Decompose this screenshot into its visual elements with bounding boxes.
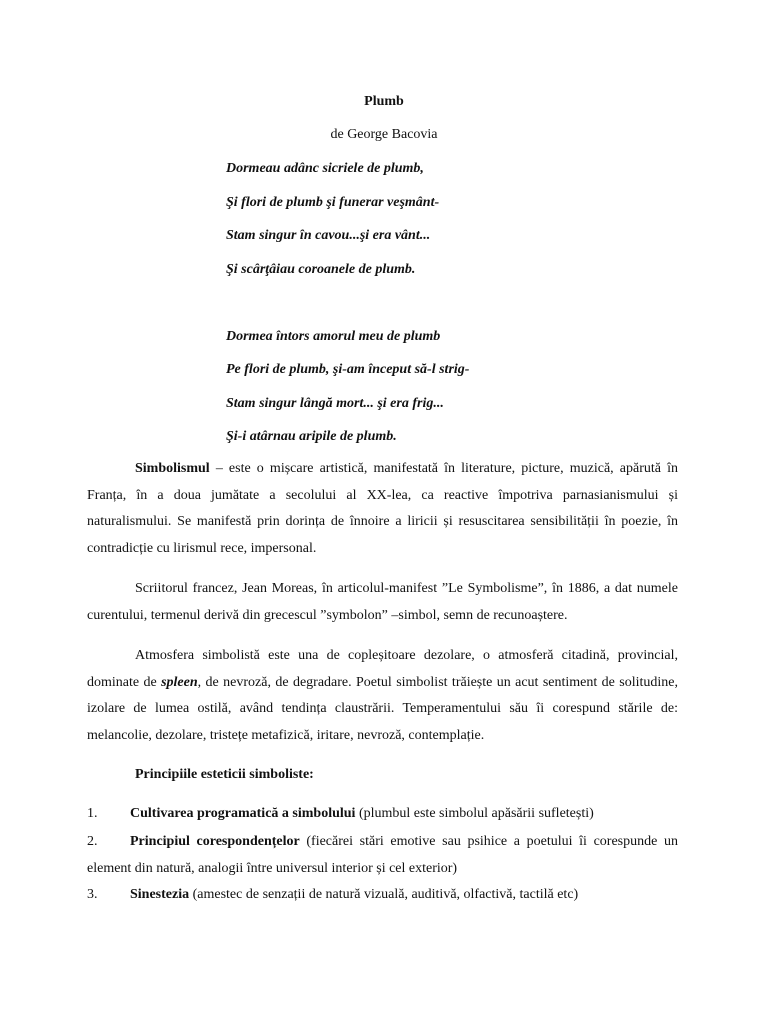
poem-author: de George Bacovia: [330, 127, 438, 142]
verse-line: Şi scârţâiau coroanele de plumb.: [226, 262, 416, 277]
paragraph-moreas: Scriitorul francez, Jean Moreas, în articolul-manifest ”Le Symbolisme”, în 1886, a dat numele curentului, termenul derivă din grecescul ”symbolon” –simbol, semn de recunoaștere.: [87, 581, 678, 623]
verse-line: Şi flori de plumb şi funerar veşmânt-: [226, 195, 440, 210]
paragraph-text: Atmosfera simbolistă este una de copleșitoare dezolare, o atmosferă citadină, provincial, dominate de: [87, 648, 678, 690]
verse-line: Şi-i atârnau aripile de plumb.: [226, 429, 397, 444]
list-term: Cultivarea programatică a simbolului: [130, 806, 356, 821]
verse-line: Dormea întors amorul meu de plumb: [226, 329, 441, 344]
list-text: (fiecărei stări emotive sau psihice a poetului îi corespunde un element din natură, analogii între universul interior și cel exterior): [87, 834, 678, 876]
paragraph-text: , de nevroză, de degradare. Poetul simbolist trăiește un acut sentiment de solitudine, izolare de lumea ostilă, având tendința claustrării. Temperamentului său îi corespund stările de: melancolie, dezolare, tristețe metafizică, iritare, nevroză, contemplație.: [87, 674, 678, 743]
paragraph-simbolismul: [87, 456, 678, 562]
list-number: 1.: [87, 806, 98, 821]
list-text: (amestec de senzații de natură vizuală, auditivă, olfactivă, tactilă etc): [189, 887, 579, 902]
poem-title: Plumb: [364, 94, 404, 109]
term-simbolismul: Simbolismul: [135, 461, 210, 476]
list-number: 2.: [87, 834, 98, 849]
list-item: [87, 801, 678, 828]
verse-line: Dormeau adânc sicriele de plumb,: [226, 161, 424, 176]
list-text: (plumbul este simbolul apăsării sufletești): [355, 806, 594, 821]
verse-line: Stam singur în cavou...şi era vânt...: [226, 228, 431, 243]
list-item: [87, 882, 678, 909]
paragraph-atmosfera: [87, 643, 678, 749]
paragraph-text: – este o mișcare artistică, manifestată în literature, picture, muzică, apărută în Franța, în a doua jumătate a secolului al XX-lea, ca reactive împotriva parnasianismului și naturalismului. Se manifestă prin dorința de înnoire a liricii și resuscitarea sensibilității în poezie, în contradicție cu lirismul rece, impersonal.: [87, 461, 678, 556]
verse-line: Pe flori de plumb, şi-am început să-l strig-: [226, 362, 470, 377]
list-item: [87, 829, 678, 882]
section-heading: Principiile esteticii simboliste:: [135, 767, 314, 782]
list-term: Sinestezia: [130, 887, 190, 902]
verse-line: Stam singur lângă mort... şi era frig...: [226, 396, 444, 411]
list-number: 3.: [87, 887, 98, 902]
list-term: Principiul corespondențelor: [130, 834, 300, 849]
term-spleen: spleen: [161, 674, 198, 690]
